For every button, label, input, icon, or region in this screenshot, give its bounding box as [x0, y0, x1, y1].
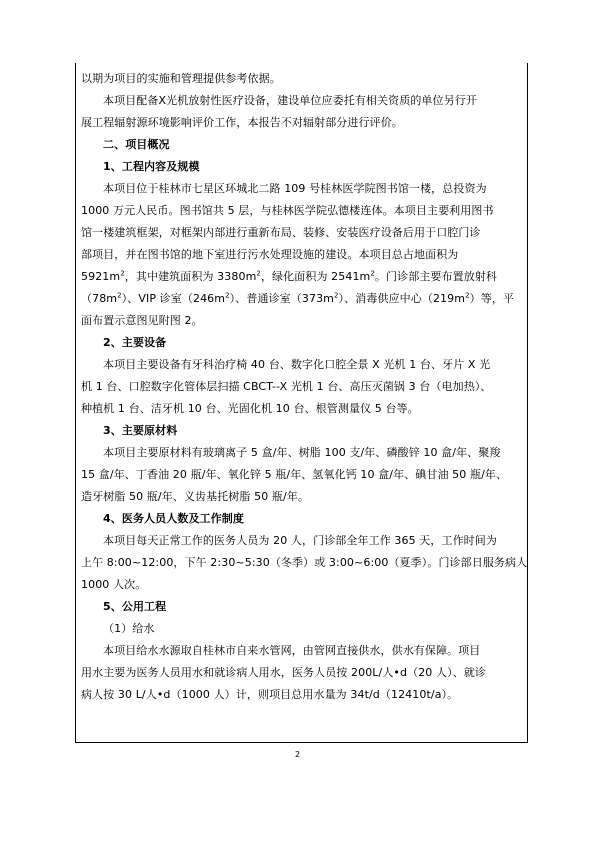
- paragraph-line: 造牙树脂 50 瓶/年、义齿基托树脂 50 瓶/年。: [81, 490, 309, 503]
- paragraph-line: 本项目每天正常工作的医务人员为 20 人，门诊部全年工作 365 天，工作时间为: [103, 534, 497, 547]
- section-heading: 2、主要设备: [103, 336, 167, 349]
- paragraph-line: 病人按 30 L/人•d（1000 人）计，则项目总用水量为 34t/d（12410t/a）。: [81, 688, 459, 701]
- paragraph-line: 展工程辐射源环境影响评价工作，本报告不对辐射部分进行评价。: [81, 116, 403, 129]
- paragraph-line: 用水主要为医务人员用水和就诊病人用水，医务人员按 200L/人•d（20 人）、就诊: [81, 666, 486, 679]
- paragraph-line: 面布置示意图见附图 2。: [81, 314, 203, 327]
- paragraph-line: 机 1 台、口腔数字化管体层扫描 CBCT--X 光机 1 台、高压灭菌锅 3 台（电加热）、: [81, 380, 492, 393]
- paragraph-line: 15 盒/年、丁香油 20 瓶/年、氧化锌 5 瓶/年、氢氧化钙 10 盒/年、碘甘油 50 瓶/年、: [81, 468, 508, 481]
- section-heading: 二、项目概况: [103, 138, 170, 151]
- paragraph-line: 本项目主要设备有牙科治疗椅 40 台、数字化口腔全景 X 光机 1 台、牙片 X 光: [103, 358, 491, 371]
- page-number: 2: [294, 750, 301, 759]
- paragraph-line: 1000 人次。: [81, 578, 147, 591]
- section-heading: 3、主要原材料: [103, 424, 178, 437]
- section-heading: 1、工程内容及规模: [103, 160, 200, 173]
- paragraph-line: （1）给水: [103, 622, 155, 635]
- paragraph-line: $5921m^2$，其中建筑面积为 $3380m^2$，绿化面积为 $2541m^2$。门诊部主要布置放射科: [81, 269, 498, 283]
- paragraph-line: 部项目，并在图书馆的地下室进行污水处理设施的建设。本项目总占地面积为: [81, 248, 459, 261]
- section-heading: 5、公用工程: [103, 600, 167, 613]
- section-heading: 4、医务人员人数及工作制度: [103, 512, 244, 525]
- paragraph-line: 本项目给水水源取自桂林市自来水管网，由管网直接供水，供水有保障。项目: [103, 644, 481, 657]
- paragraph-line: 馆一楼建筑框架，对框架内部进行重新布局、装修、安装医疗设备后用于口腔门诊: [81, 226, 481, 239]
- paragraph-line: 1000 万元人民币。图书馆共 5 层，与桂林医学院弘德楼连体。本项目主要利用图书: [81, 204, 494, 217]
- paragraph-line: 本项目主要原材料有玻璃离子 5 盒/年、树脂 100 支/年、磷酸锌 10 盒/年、聚羧: [103, 446, 501, 459]
- document-body: [81, 68, 528, 706]
- paragraph-line: $(78m^2)$、VIP 诊室$(246m^2)$、普通诊室$(373m^2)$、消毒供应中心$(219m^2)$等，平: [81, 291, 515, 305]
- paragraph-line: 上午 8:00~12:00，下午 2:30~5:30（冬季）或 3:00~6:00（夏季）。门诊部日服务病人: [81, 556, 528, 569]
- paragraph-line: 以期为项目的实施和管理提供参考依据。: [81, 72, 281, 85]
- paragraph-line: 种植机 1 台、洁牙机 10 台、光固化机 10 台、根管测量仪 5 台等。: [81, 402, 419, 415]
- paragraph-line: 本项目位于桂林市七星区环城北二路 109 号桂林医学院图书馆一楼，总投资为: [103, 182, 487, 195]
- paragraph-line: 本项目配备X光机放射性医疗设备，建设单位应委托有相关资质的单位另行开: [103, 94, 477, 107]
